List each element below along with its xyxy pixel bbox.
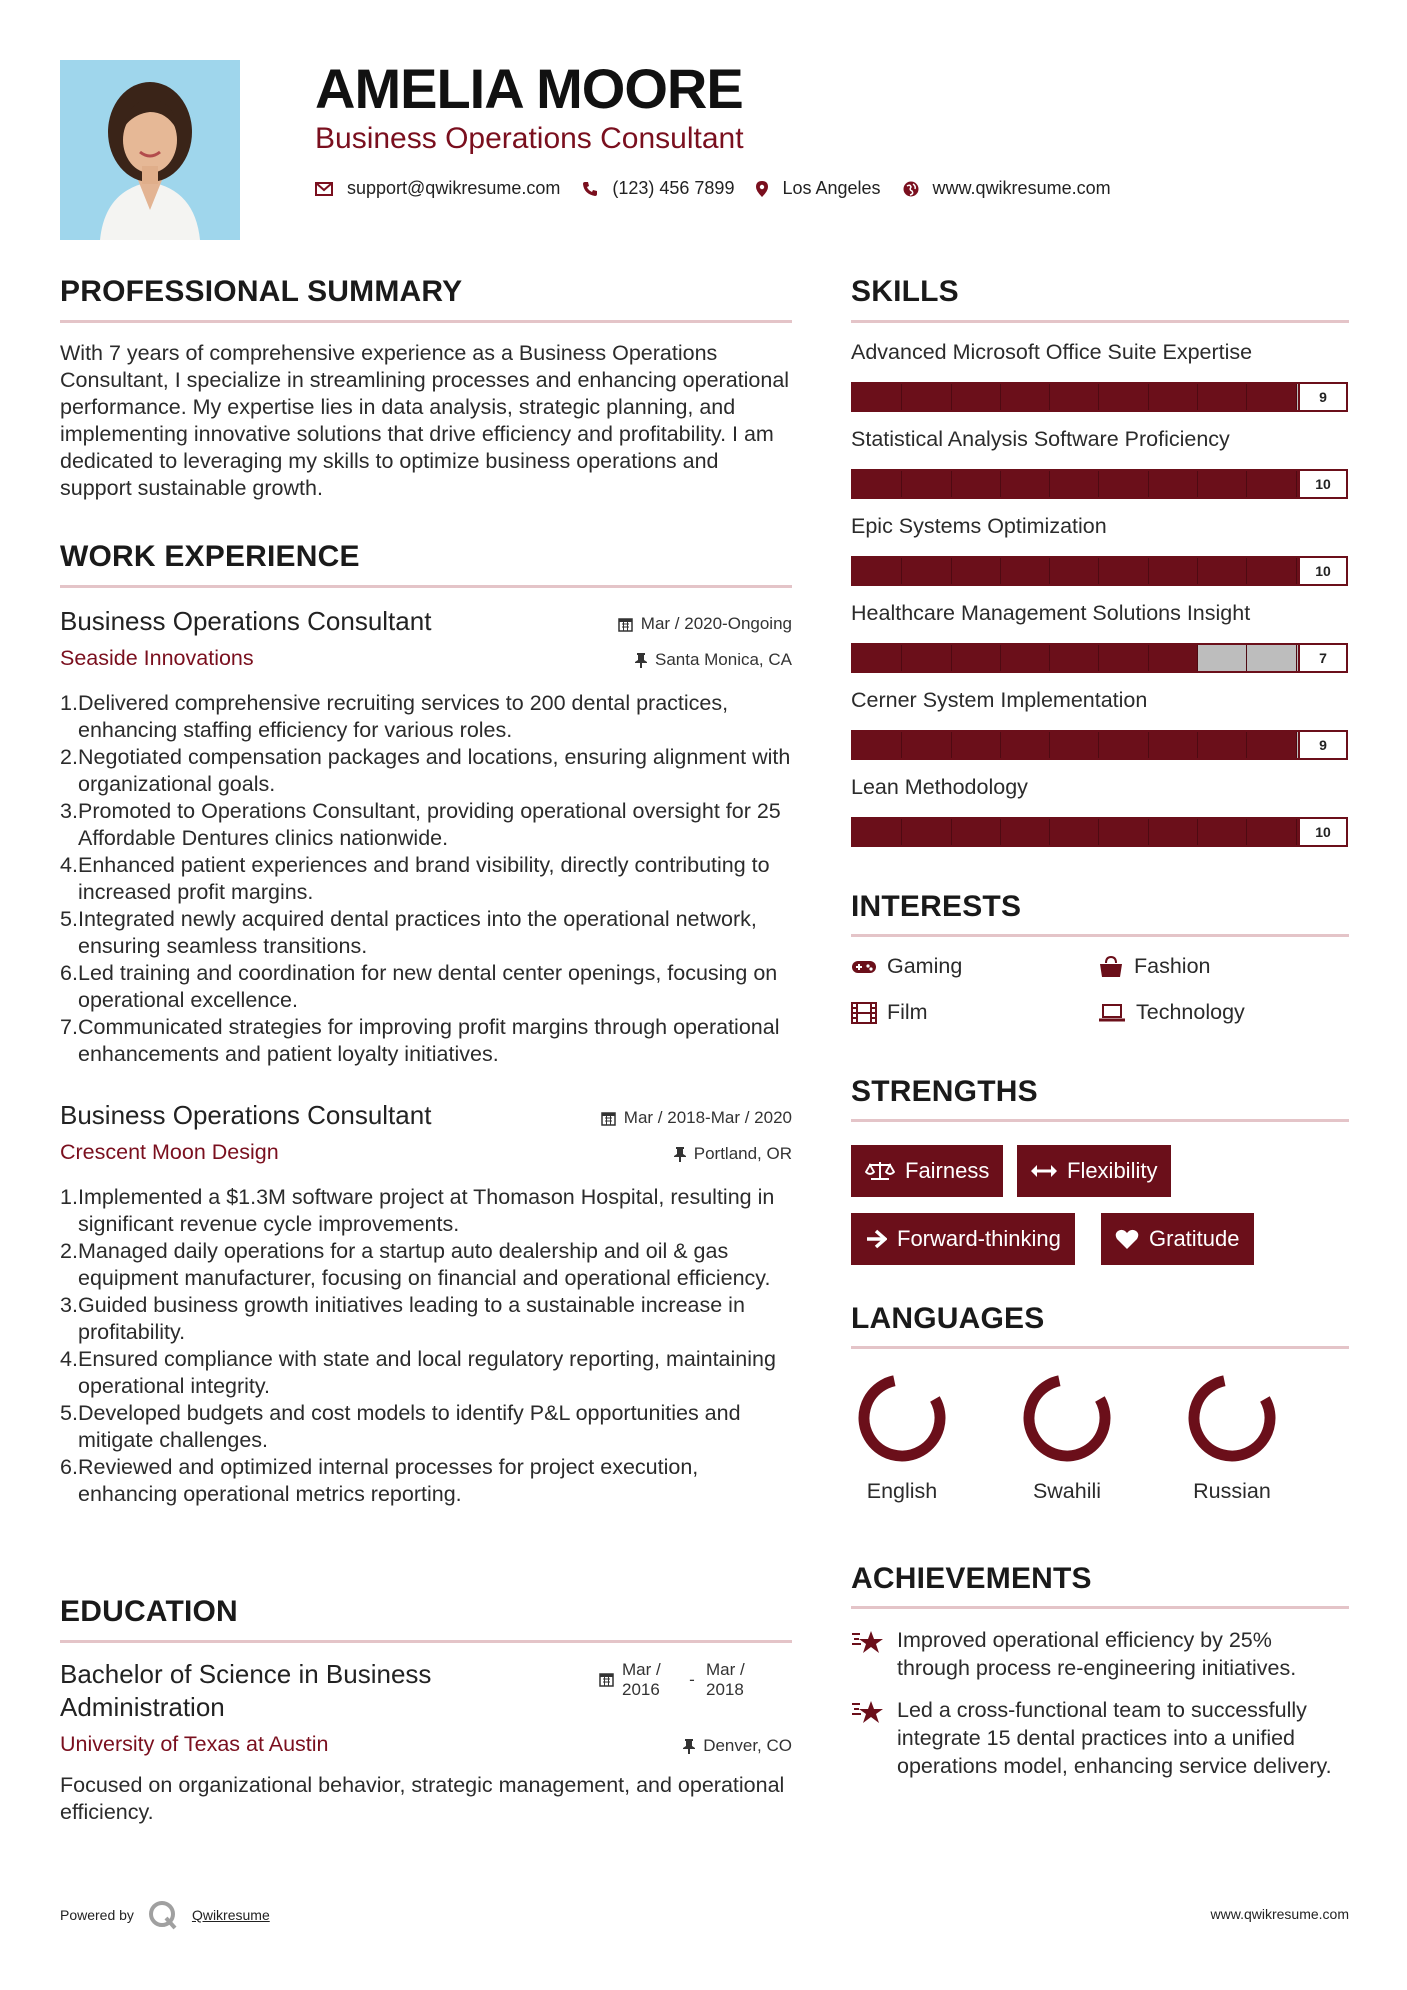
gamepad-icon	[851, 959, 877, 975]
skill-bar-segment	[1099, 384, 1148, 410]
skill-bar-segment	[853, 558, 902, 584]
skill-bar-segment	[1149, 471, 1198, 497]
skill-name: Healthcare Management Solutions Insight	[851, 601, 1251, 625]
education-location	[683, 1736, 792, 1756]
contact-website[interactable]	[903, 178, 1111, 199]
skill-bar-segment	[1050, 819, 1099, 845]
skill-name: Statistical Analysis Software Proficiency	[851, 427, 1230, 451]
list-item: 1. Implemented a $1.3M software project at Thomason Hospital, resulting in significant revenue cycle improvements.	[60, 1185, 775, 1236]
contact-phone[interactable]	[582, 178, 734, 199]
skill-bar-segment	[1247, 558, 1296, 584]
skill-name: Lean Methodology	[851, 775, 1028, 799]
job-location	[674, 1144, 792, 1164]
strength-tag-forward-thinking: Forward-thinking	[851, 1213, 1075, 1265]
list-item: 7. Communicated strategies for improving profit margins through operational enhancements and patient loyalty initiatives.	[60, 1015, 780, 1066]
skill-bar-segment	[902, 645, 951, 671]
star-medal-icon	[851, 1698, 885, 1726]
job-entry-2	[60, 1100, 792, 1170]
skill-bar-segment	[1198, 732, 1247, 758]
summary-text: With 7 years of comprehensive experience as a Business Operations Consultant, I specialize in streamlining processes and enhancing operational performance. My expertise lies in data analysis, strategic planning, and implementing innovative solutions that drive efficiency and profitability. I am dedicated to leveraging my skills to optimize business operations and support sustainable growth.	[60, 341, 790, 500]
list-item: 2. Negotiated compensation packages and locations, ensuring alignment with organizational goals.	[60, 745, 791, 796]
interests-heading: INTERESTS	[851, 890, 1022, 923]
list-item: 5. Integrated newly acquired dental practices into the operational network, ensuring seamless transitions.	[60, 907, 757, 958]
skill-bar-segment	[952, 645, 1001, 671]
skill-bar	[851, 730, 1348, 760]
skill-bar	[851, 382, 1348, 412]
skill-bar-segment	[853, 384, 902, 410]
skill-bar-segment	[1247, 819, 1296, 845]
language-name: Swahili	[1032, 1479, 1102, 1503]
experience-heading: WORK EXPERIENCE	[60, 540, 360, 573]
skill-bar-segment	[952, 819, 1001, 845]
pushpin-icon	[683, 1739, 695, 1754]
summary-heading: PROFESSIONAL SUMMARY	[60, 275, 463, 308]
phone-icon	[582, 181, 598, 197]
skill-bar-segment	[902, 471, 951, 497]
skill-bar-segment	[1099, 732, 1148, 758]
contact-bar	[315, 178, 1133, 199]
job-title: Business Operations Consultant	[60, 1100, 432, 1130]
language-progress-arc	[854, 1370, 950, 1466]
list-item: 2. Managed daily operations for a startup auto dealership and oil & gas equipment manufacturer, focusing on financial and operational efficiency.	[60, 1239, 771, 1290]
skill-bar-segment	[902, 384, 951, 410]
skill-bar	[851, 817, 1348, 847]
education-divider	[60, 1640, 792, 1643]
list-item: 5. Developed budgets and cost models to identify P&L opportunities and mitigate challenges.	[60, 1401, 741, 1452]
strength-tag-flexibility: Flexibility	[1017, 1145, 1171, 1197]
job-2-bullets	[60, 1184, 792, 1508]
job-1-bullets	[60, 690, 792, 1068]
calendar-icon	[599, 1672, 614, 1687]
interest-film: Film	[851, 1000, 928, 1025]
skill-bar-segment	[952, 732, 1001, 758]
skill-level-value: 9	[1298, 382, 1348, 412]
skill-bar-segment	[1099, 471, 1148, 497]
summary-divider	[60, 320, 792, 323]
contact-location	[756, 178, 880, 199]
website-text: www.qwikresume.com	[932, 178, 1111, 198]
contact-email[interactable]	[315, 178, 560, 199]
skill-level-value: 9	[1298, 730, 1348, 760]
pushpin-icon	[674, 1147, 686, 1162]
skill-bar	[851, 643, 1348, 673]
education-start: Mar / 2016	[622, 1660, 661, 1699]
interest-gaming: Gaming	[851, 954, 962, 979]
skill-bar-segment	[1198, 819, 1247, 845]
heart-icon	[1115, 1228, 1139, 1250]
language-progress-ring	[1184, 1370, 1280, 1466]
skill-bar-segment	[1247, 471, 1296, 497]
job-date	[618, 614, 792, 634]
achievement-item: Led a cross-functional team to successfully integrate 15 dental practices into a unified operations model, enhancing service delivery.	[851, 1696, 1349, 1780]
achievement-item: Improved operational efficiency by 25% through process re-engineering initiatives.	[851, 1626, 1349, 1682]
footer-powered-by: Powered by Qwikresume	[60, 1900, 270, 1930]
location-text: Los Angeles	[782, 178, 881, 198]
skill-bar-segment	[1050, 384, 1099, 410]
job-title: Business Operations Consultant	[60, 606, 432, 636]
skill-bar-segment	[952, 471, 1001, 497]
skill-bar-segment	[1001, 471, 1050, 497]
profile-photo	[60, 60, 240, 240]
skill-bar-segment	[1050, 732, 1099, 758]
calendar-icon	[618, 617, 633, 632]
strength-tag-fairness: Fairness	[851, 1145, 1003, 1197]
list-item: 6. Reviewed and optimized internal processes for project execution, enhancing operational metrics reporting.	[60, 1455, 699, 1506]
star-medal-icon	[851, 1628, 885, 1656]
film-icon	[851, 1002, 877, 1024]
skill-bar-segment	[853, 471, 902, 497]
achievements-heading: ACHIEVEMENTS	[851, 1562, 1092, 1595]
skill-bar	[851, 469, 1348, 499]
job-entry-1	[60, 606, 792, 676]
calendar-icon	[601, 1111, 616, 1126]
education-date-separator: -	[689, 1670, 695, 1689]
skill-level-value: 10	[1298, 556, 1348, 586]
strengths-divider	[851, 1119, 1349, 1122]
language-progress-ring	[1019, 1370, 1115, 1466]
education-heading: EDUCATION	[60, 1595, 238, 1628]
language-item	[832, 1370, 972, 1504]
language-item	[1162, 1370, 1302, 1504]
skill-bar-segment	[1247, 732, 1296, 758]
job-date-text: Mar / 2020-Ongoing	[640, 614, 792, 633]
skill-name: Epic Systems Optimization	[851, 514, 1107, 538]
education-location-text: Denver, CO	[703, 1736, 792, 1755]
education-end: Mar / 2018	[706, 1660, 745, 1699]
skill-bar-segment	[1001, 645, 1050, 671]
email-text: support@qwikresume.com	[347, 178, 561, 198]
skill-bar-segment	[952, 384, 1001, 410]
skill-bar-segment	[1001, 819, 1050, 845]
skill-bar-segment	[1001, 384, 1050, 410]
skill-bar	[851, 556, 1348, 586]
phone-text: (123) 456 7899	[612, 178, 735, 198]
list-item: 3. Guided business growth initiatives leading to a sustainable increase in profitability.	[60, 1293, 745, 1344]
skill-bar-segment	[853, 819, 902, 845]
language-name: English	[866, 1479, 938, 1503]
qwikresume-logo-icon	[148, 1900, 178, 1930]
list-item: 1. Delivered comprehensive recruiting services to 200 dental practices, enhancing staffing efficiency for various roles.	[60, 691, 729, 742]
skill-name: Advanced Microsoft Office Suite Expertise	[851, 340, 1253, 364]
pushpin-icon	[635, 653, 647, 668]
arrows-horizontal-icon	[1031, 1164, 1057, 1178]
skill-bar-segment	[1198, 471, 1247, 497]
skill-bar-segment	[1050, 558, 1099, 584]
achievements-divider	[851, 1606, 1349, 1609]
skill-level-value: 10	[1298, 469, 1348, 499]
skill-bar-segment	[1001, 732, 1050, 758]
skill-bar-segment	[1001, 558, 1050, 584]
footer-website[interactable]: www.qwikresume.com	[1210, 1906, 1349, 1922]
language-progress-ring	[854, 1370, 950, 1466]
skill-bar-segment	[952, 558, 1001, 584]
job-location-text: Santa Monica, CA	[654, 650, 792, 669]
candidate-title: Business Operations Consultant	[315, 122, 744, 155]
skill-bar-segment	[902, 558, 951, 584]
language-name: Russian	[1193, 1479, 1271, 1503]
arrow-right-icon	[865, 1229, 887, 1249]
language-progress-arc	[1019, 1370, 1115, 1466]
skill-bar-segment	[853, 645, 902, 671]
candidate-name: AMELIA MOORE	[315, 57, 743, 120]
globe-icon	[903, 181, 919, 197]
language-progress-arc	[1184, 1370, 1280, 1466]
skills-heading: SKILLS	[851, 275, 959, 308]
job-date	[601, 1108, 792, 1128]
education-date	[599, 1660, 762, 1700]
list-item: 4. Enhanced patient experiences and brand visibility, directly contributing to increased profit margins.	[60, 853, 770, 904]
language-item	[997, 1370, 1137, 1504]
skill-bar-segment	[1099, 645, 1148, 671]
skill-name: Cerner System Implementation	[851, 688, 1148, 712]
languages-heading: LANGUAGES	[851, 1302, 1045, 1335]
job-company: Crescent Moon Design	[60, 1140, 279, 1164]
skill-bar-segment	[1247, 645, 1296, 671]
experience-divider	[60, 585, 792, 588]
skill-bar-segment	[1050, 471, 1099, 497]
job-date-text: Mar / 2018-Mar / 2020	[623, 1108, 792, 1127]
interest-technology: Technology	[1098, 1000, 1245, 1025]
education-entry	[60, 1658, 792, 1768]
job-company: Seaside Innovations	[60, 646, 254, 670]
skill-bar-segment	[1149, 384, 1198, 410]
interests-divider	[851, 934, 1349, 937]
skill-level-value: 10	[1298, 817, 1348, 847]
skill-bar-segment	[1149, 645, 1198, 671]
skill-bar-segment	[1198, 384, 1247, 410]
skill-bar-segment	[1149, 732, 1198, 758]
skill-bar-segment	[1099, 558, 1148, 584]
laptop-icon	[1098, 1003, 1126, 1023]
skill-bar-segment	[1099, 819, 1148, 845]
skill-bar-segment	[1149, 819, 1198, 845]
list-item: 6. Led training and coordination for new dental center openings, focusing on operational excellence.	[60, 961, 778, 1012]
skill-bar-segment	[1198, 558, 1247, 584]
qwikresume-link[interactable]: Qwikresume	[191, 1907, 270, 1923]
skill-bar-segment	[1050, 645, 1099, 671]
skills-divider	[851, 320, 1349, 323]
job-location	[635, 650, 792, 670]
skill-bar-segment	[1149, 558, 1198, 584]
interest-fashion: Fashion	[1098, 954, 1211, 979]
envelope-icon	[315, 182, 333, 196]
skill-bar-segment	[1247, 384, 1296, 410]
skill-level-value: 7	[1298, 643, 1348, 673]
strength-tag-gratitude: Gratitude	[1101, 1213, 1254, 1265]
skill-bar-segment	[1198, 645, 1247, 671]
shopping-bag-icon	[1098, 956, 1124, 978]
balance-scale-icon	[865, 1160, 895, 1182]
school-name: University of Texas at Austin	[60, 1732, 329, 1756]
skill-bar-segment	[902, 732, 951, 758]
skill-bar-segment	[853, 732, 902, 758]
map-marker-icon	[756, 181, 768, 197]
strengths-heading: STRENGTHS	[851, 1075, 1038, 1108]
skill-bar-segment	[902, 819, 951, 845]
job-location-text: Portland, OR	[693, 1144, 792, 1163]
list-item: 4. Ensured compliance with state and local regulatory reporting, maintaining operational integrity.	[60, 1347, 776, 1398]
list-item: 3. Promoted to Operations Consultant, providing operational oversight for 25 Affordable Dentures clinics nationwide.	[60, 799, 781, 850]
degree-title: Bachelor of Science in Business Administration	[60, 1659, 432, 1722]
education-description: Focused on organizational behavior, strategic management, and operational efficiency.	[60, 1773, 785, 1824]
languages-divider	[851, 1346, 1349, 1349]
